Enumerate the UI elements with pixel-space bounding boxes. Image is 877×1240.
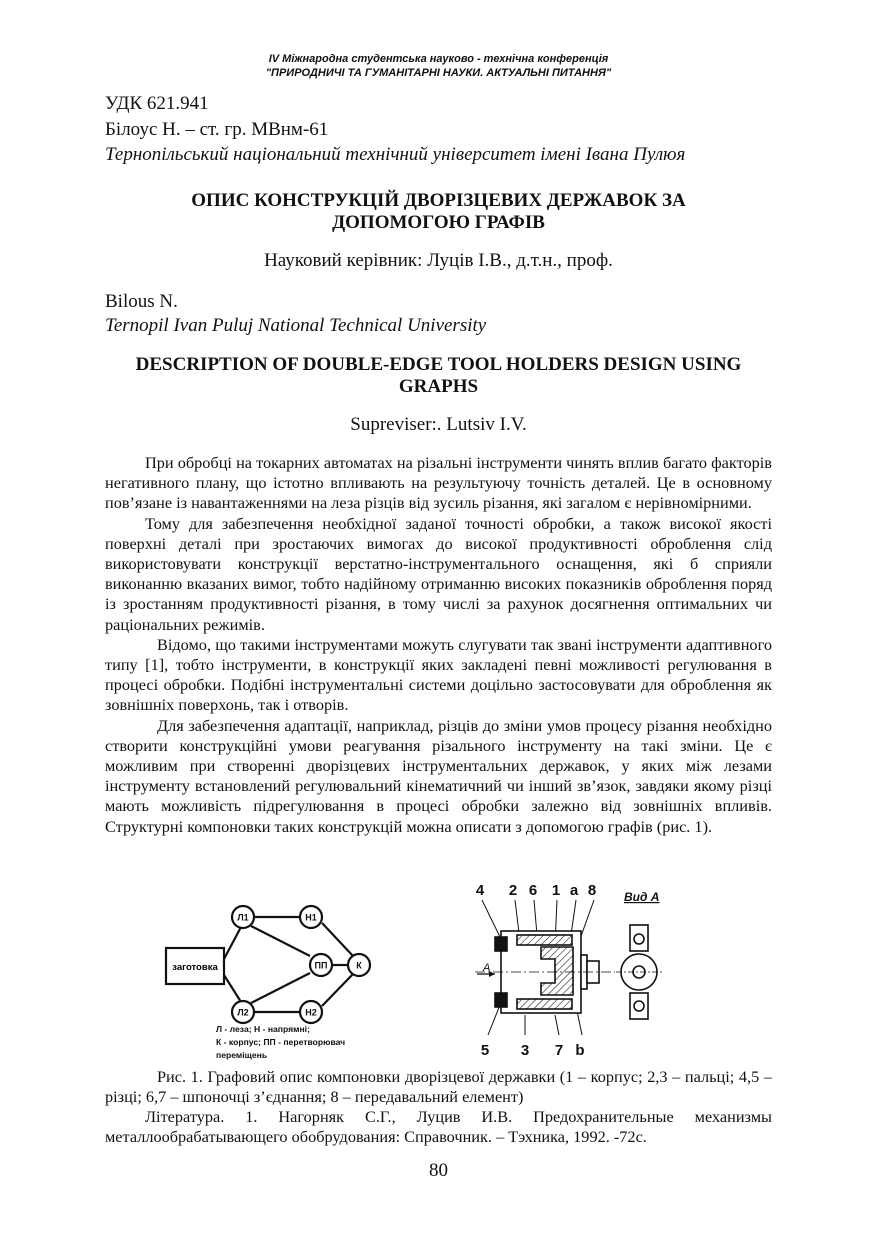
legend-line1: Л - леза; Н - напрямні; [216,1024,310,1034]
label-2: 2 [508,882,518,899]
paragraph-4: Для забезпечення адаптації, наприклад, різців до зміни умов процесу різання необхідно створити конструкційні умови реагування різального інструменту на такі зміни. Це є можливим при створенні дворізцевих інструментальних державок, у яких між лезами інструменту встановлений регулювальний кінематичний чи інший зв’язок, завдяки якому різці мають можливість підрегулювання в процесі обробки залежно від зовнішніх впливів. Структурні компоновки таких конструкцій можна описати з допомогою графів (рис. 1). [105,715,772,836]
author-ua: Білоус Н. – ст. гр. МВнм-61 [105,119,329,140]
node-l2-label: Л2 [237,1007,249,1018]
page-number: 80 [429,1160,448,1181]
literature: Література. 1. Нагорняк С.Г., Луцив И.В. Предохранительные механизмы металлообрабатывающего обобрудования: Справочник. – Тэхника, 1992. -72с. [105,1107,772,1146]
conference-header-line1: IV Міжнародна студентська науково - технічна конференція [268,53,609,65]
edge-n1-k [322,923,353,956]
paragraph-1: При обробці на токарних автоматах на різальні інструменти чинять вплив багато факторів негативного плану, що істотно впливають на результуючу точність деталей. Це в основному пов’язане із навантаженнями на леза різців від зусиль різання, які загалом є нерівномірними. [105,453,772,513]
title-ua-line2: ДОПОМОГОЮ ГРАФІВ [332,212,545,233]
label-4: 4 [475,882,485,899]
label-7: 7 [554,1042,564,1059]
label-3: 3 [520,1042,530,1059]
title-en-line2: GRAPHS [398,376,479,397]
title-en [80,354,797,398]
title-ua [80,190,797,234]
view-a-label: Вид А [624,890,660,904]
structure-graph [160,890,390,1070]
udc-code: УДК 621.941 [105,93,209,114]
graph-edges [224,917,353,1012]
body-text [105,453,772,837]
edge-l1-pp [251,926,310,956]
upper-finger [517,935,572,945]
affiliation-en: Ternopil Ivan Puluj National Technical University [105,315,487,336]
node-k-label: К [356,960,362,971]
label-6: 6 [528,882,538,899]
edge-l2-pp [251,973,310,1003]
node-n1-label: Н1 [305,912,317,923]
node-n2-label: Н2 [305,1007,317,1018]
cutter-lower [495,993,507,1007]
paragraph-3: Відомо, що такими інструментами можуть слугувати так звані інструменти адаптивного типу [1], тобто інструменти, в конструкції яких закладені певні можливості регулювання в процесі обробки. Подібні інструментальні системи доцільно застосовувати для оброблення як зовнішніх поверхонь, так і отворів. [105,634,772,715]
edge-n2-k [322,974,353,1006]
label-8: 8 [587,882,597,899]
conference-header-line2: "ПРИРОДНИЧІ ТА ГУМАНІТАРНІ НАУКИ. АКТУАЛЬНІ ПИТАННЯ" [265,67,612,79]
view-upper-pin [634,934,644,944]
edge-workpiece-l2 [224,975,241,1002]
cutter-upper [495,937,507,951]
supervisor-ua: Науковий керівник: Луців І.В., д.т.н., проф. [264,250,613,271]
supervisor-en: Supreviser:. Lutsiv I.V. [350,414,527,435]
affiliation-ua: Тернопільський національний технічний університет імені Івана Пулюя [105,144,686,165]
title-en-line1: DESCRIPTION OF DOUBLE-EDGE TOOL HOLDERS DESIGN USING [135,354,742,375]
label-a: a [569,882,579,899]
view-a-drawing [612,885,682,1035]
workpiece-label: заготовка [172,962,218,973]
title-ua-line1: ОПИС КОНСТРУКЦІЙ ДВОРІЗЦЕВИХ ДЕРЖАВОК ЗА [191,190,686,211]
node-pp-label: ПП [314,960,328,971]
view-arrow-label: A [483,962,491,974]
edge-workpiece-l1 [224,927,241,959]
author-en: Bilous N. [105,291,178,312]
legend-line2: К - корпус; ПП - перетворювач [216,1037,346,1047]
figure-caption: Рис. 1. Графовий опис компоновки дворізцевої державки (1 – корпус; 2,3 – пальці; 4,5 – різці; 6,7 – шпоночці з’єднання; 8 – передавальний елемент) [105,1067,772,1106]
label-b: b [575,1042,585,1059]
label-5: 5 [480,1042,490,1059]
lower-finger [517,999,572,1009]
conference-header [0,52,877,80]
label-1: 1 [551,882,561,899]
node-l1-label: Л1 [237,912,249,923]
paragraph-2: Тому для забезпечення необхідної заданої точності обробки, а також високої якості поверхні деталі при зростаючих вимогах до високої продуктивності оброблення слід використовувати конструкції верстатно-інструментального оснащення, які б сприяли виконанню вказаних вимог, тобто надійному отриманню високих показників оброблення поряд із зростанням продуктивності різання, в тому числі за рахунок досягнення оптимальних чи раціональних режимів. [105,513,772,634]
legend-line3: переміщень [216,1050,268,1060]
figure-caption-block [105,1067,772,1147]
view-lower-pin [634,1001,644,1011]
